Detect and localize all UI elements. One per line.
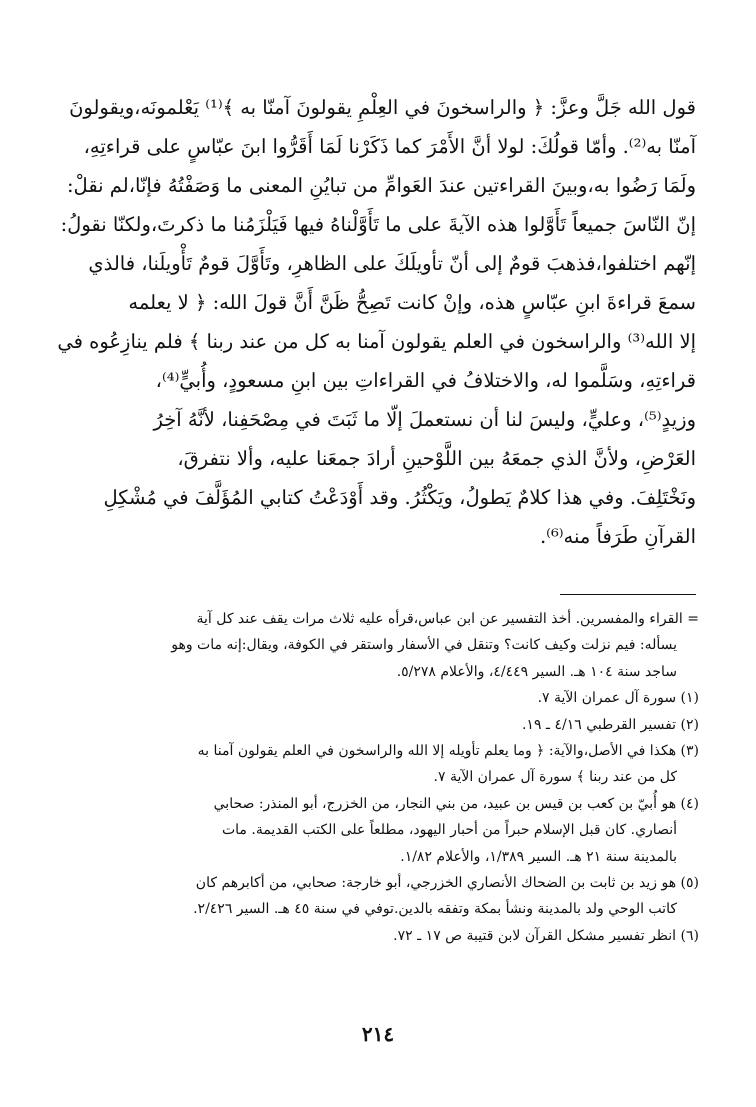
footnotes-block <box>96 606 699 949</box>
footnote-continuation-line: = القراء والمفسرين. أخذ التفسير عن ابن عباس،قرأه عليه ثلاث مرات يقف عند كل آية <box>196 611 699 627</box>
footnote-2: (٢) تفسير القرطبي ٤/١٦ ـ ١٩. <box>521 716 699 733</box>
text-line: العَرْضِ، ولأنَّ الذي جمعَهُ بين اللَّوْحينِ أرادَ جمعَنا عليه، وألا نتفرقَ، <box>177 447 696 470</box>
footnote-divider <box>560 594 696 595</box>
text-line: وزيدٍ⁽⁵⁾، وعليٍّ، وليسَ لنا أن نستعملَ إلّا ما ثَبَتَ في مِصْحَفِنا، لأنَّهُ آخِرُ <box>153 408 696 431</box>
footnote-continuation-line: يسأله: فيم نزلت وكيف كانت؟ وتنقل في الأسفار واستقر في الكوفة، ويقال:إنه مات وهو <box>171 637 677 654</box>
footnote-1: (١) سورة آل عمران الآية ٧. <box>537 690 699 707</box>
text-line: إنّ النّاسَ جميعاً تَأَوَّلوا هذه الآيةَ على ما تَأَوَّلْناهُ فيها فَيَلْزَمُنا ما ذكرتَ،ولكنّا نقولُ: <box>60 213 696 236</box>
footnote-5: (٥) هو زيد بن ثابت بن الضحاك الأنصاري الخزرجي، أبو خارجة: صحابي، من أكابرهم كان <box>195 874 699 891</box>
footnote-continuation-line: ساجد سنة ١٠٤ هـ. السير ٤/٤٤٩، والأعلام ٥/٢٧٨. <box>396 663 677 680</box>
text-line: آمنّا به⁽²⁾. وأمّا قولُكَ: لولا أنَّ الأَمْرَ كما ذَكَرْنا لَمَا أَقَرُّوا ابنَ عبّاسٍ على قراءتِهِ، <box>83 135 696 158</box>
text-line-last: القرآنِ طَرَفاً منه⁽⁶⁾. <box>539 525 696 548</box>
text-line: سمعَ قراءةَ ابنِ عبّاسٍ هذه، وإنْ كانت تَصِحُّ ظَنَّ أَنَّ قولَ الله: ﴿ لا يعلمه <box>128 291 696 314</box>
text-line: قراءتِهِ، وسَلَّموا له، والاختلافُ في القراءاتِ بين ابنِ مسعودٍ، وأُبيٍّ⁽⁴⁾، <box>155 369 696 392</box>
footnote-6: (٦) انظر تفسير مشكل القرآن لابن قتيبة ص ١٧ ـ ٧٢. <box>393 927 699 944</box>
text-line: ولَمَا رَضُوا به،وبينَ القراءتين عندَ العَوامِّ من تبايُنِ المعنى ما وَصَفْتُهُ فإنّا،لم نقلْ: <box>66 174 696 197</box>
text-line: قول الله جَلَّ وعزَّ: ﴿ والراسخونَ في العِلْمِ يقولونَ آمنّا به ﴾⁽¹⁾ يَعْلمونَه،ويقولونَ <box>69 96 696 119</box>
footnote-5-continuation: كاتب الوحي ولد بالمدينة ونشأ بمكة وتفقه بالدين.توفي في سنة ٤٥ هـ. السير ٢/٤٢٦. <box>193 901 677 918</box>
page-number: ٢١٤ <box>361 1022 395 1046</box>
footnote-4-continuation: بالمدينة سنة ٢١ هـ. السير ١/٣٨٩، والأعلام ١/٨٢. <box>400 848 677 865</box>
text-line: إنّهم اختلفوا،فذهبَ قومٌ إلى أنّ تأويلَكَ على الظاهرِ، وتَأَوَّلَ قومٌ تَأْويلَنا، فالذي <box>88 252 696 275</box>
footnote-3-continuation: كل من عند ربنا ﴾ سورة آل عمران الآية ٧. <box>433 769 677 786</box>
footnote-3: (٣) هكذا في الأصل،والآية: ﴿ وما يعلم تأويله إلا الله والراسخون في العلم يقولون آمنا به <box>197 742 699 759</box>
text-line: إلا الله⁽³⁾ والراسخون في العلم يقولون آمنا به كل من عند ربنا ﴾ فلم ينازِعُوه في <box>57 330 696 353</box>
footnote-4: (٤) هو أُبيّ بن كعب بن قيس بن عبيد، من بني النجار، من الخزرج، أبو المنذر: صحابي <box>213 795 699 812</box>
footnote-4-continuation: أنصاري. كان قبل الإسلام حبراً من أحبار اليهود، مطلعاً على الكتب القديمة. مات <box>221 822 677 839</box>
main-text-block <box>57 88 696 556</box>
text-line: ونَخْتَلِفَ. وفي هذا كلامٌ يَطولُ، ويَكْثُرُ. وقد أَوْدَعْتُ كتابي المُؤَلَّفَ في مُشْكِلِ <box>103 486 696 509</box>
